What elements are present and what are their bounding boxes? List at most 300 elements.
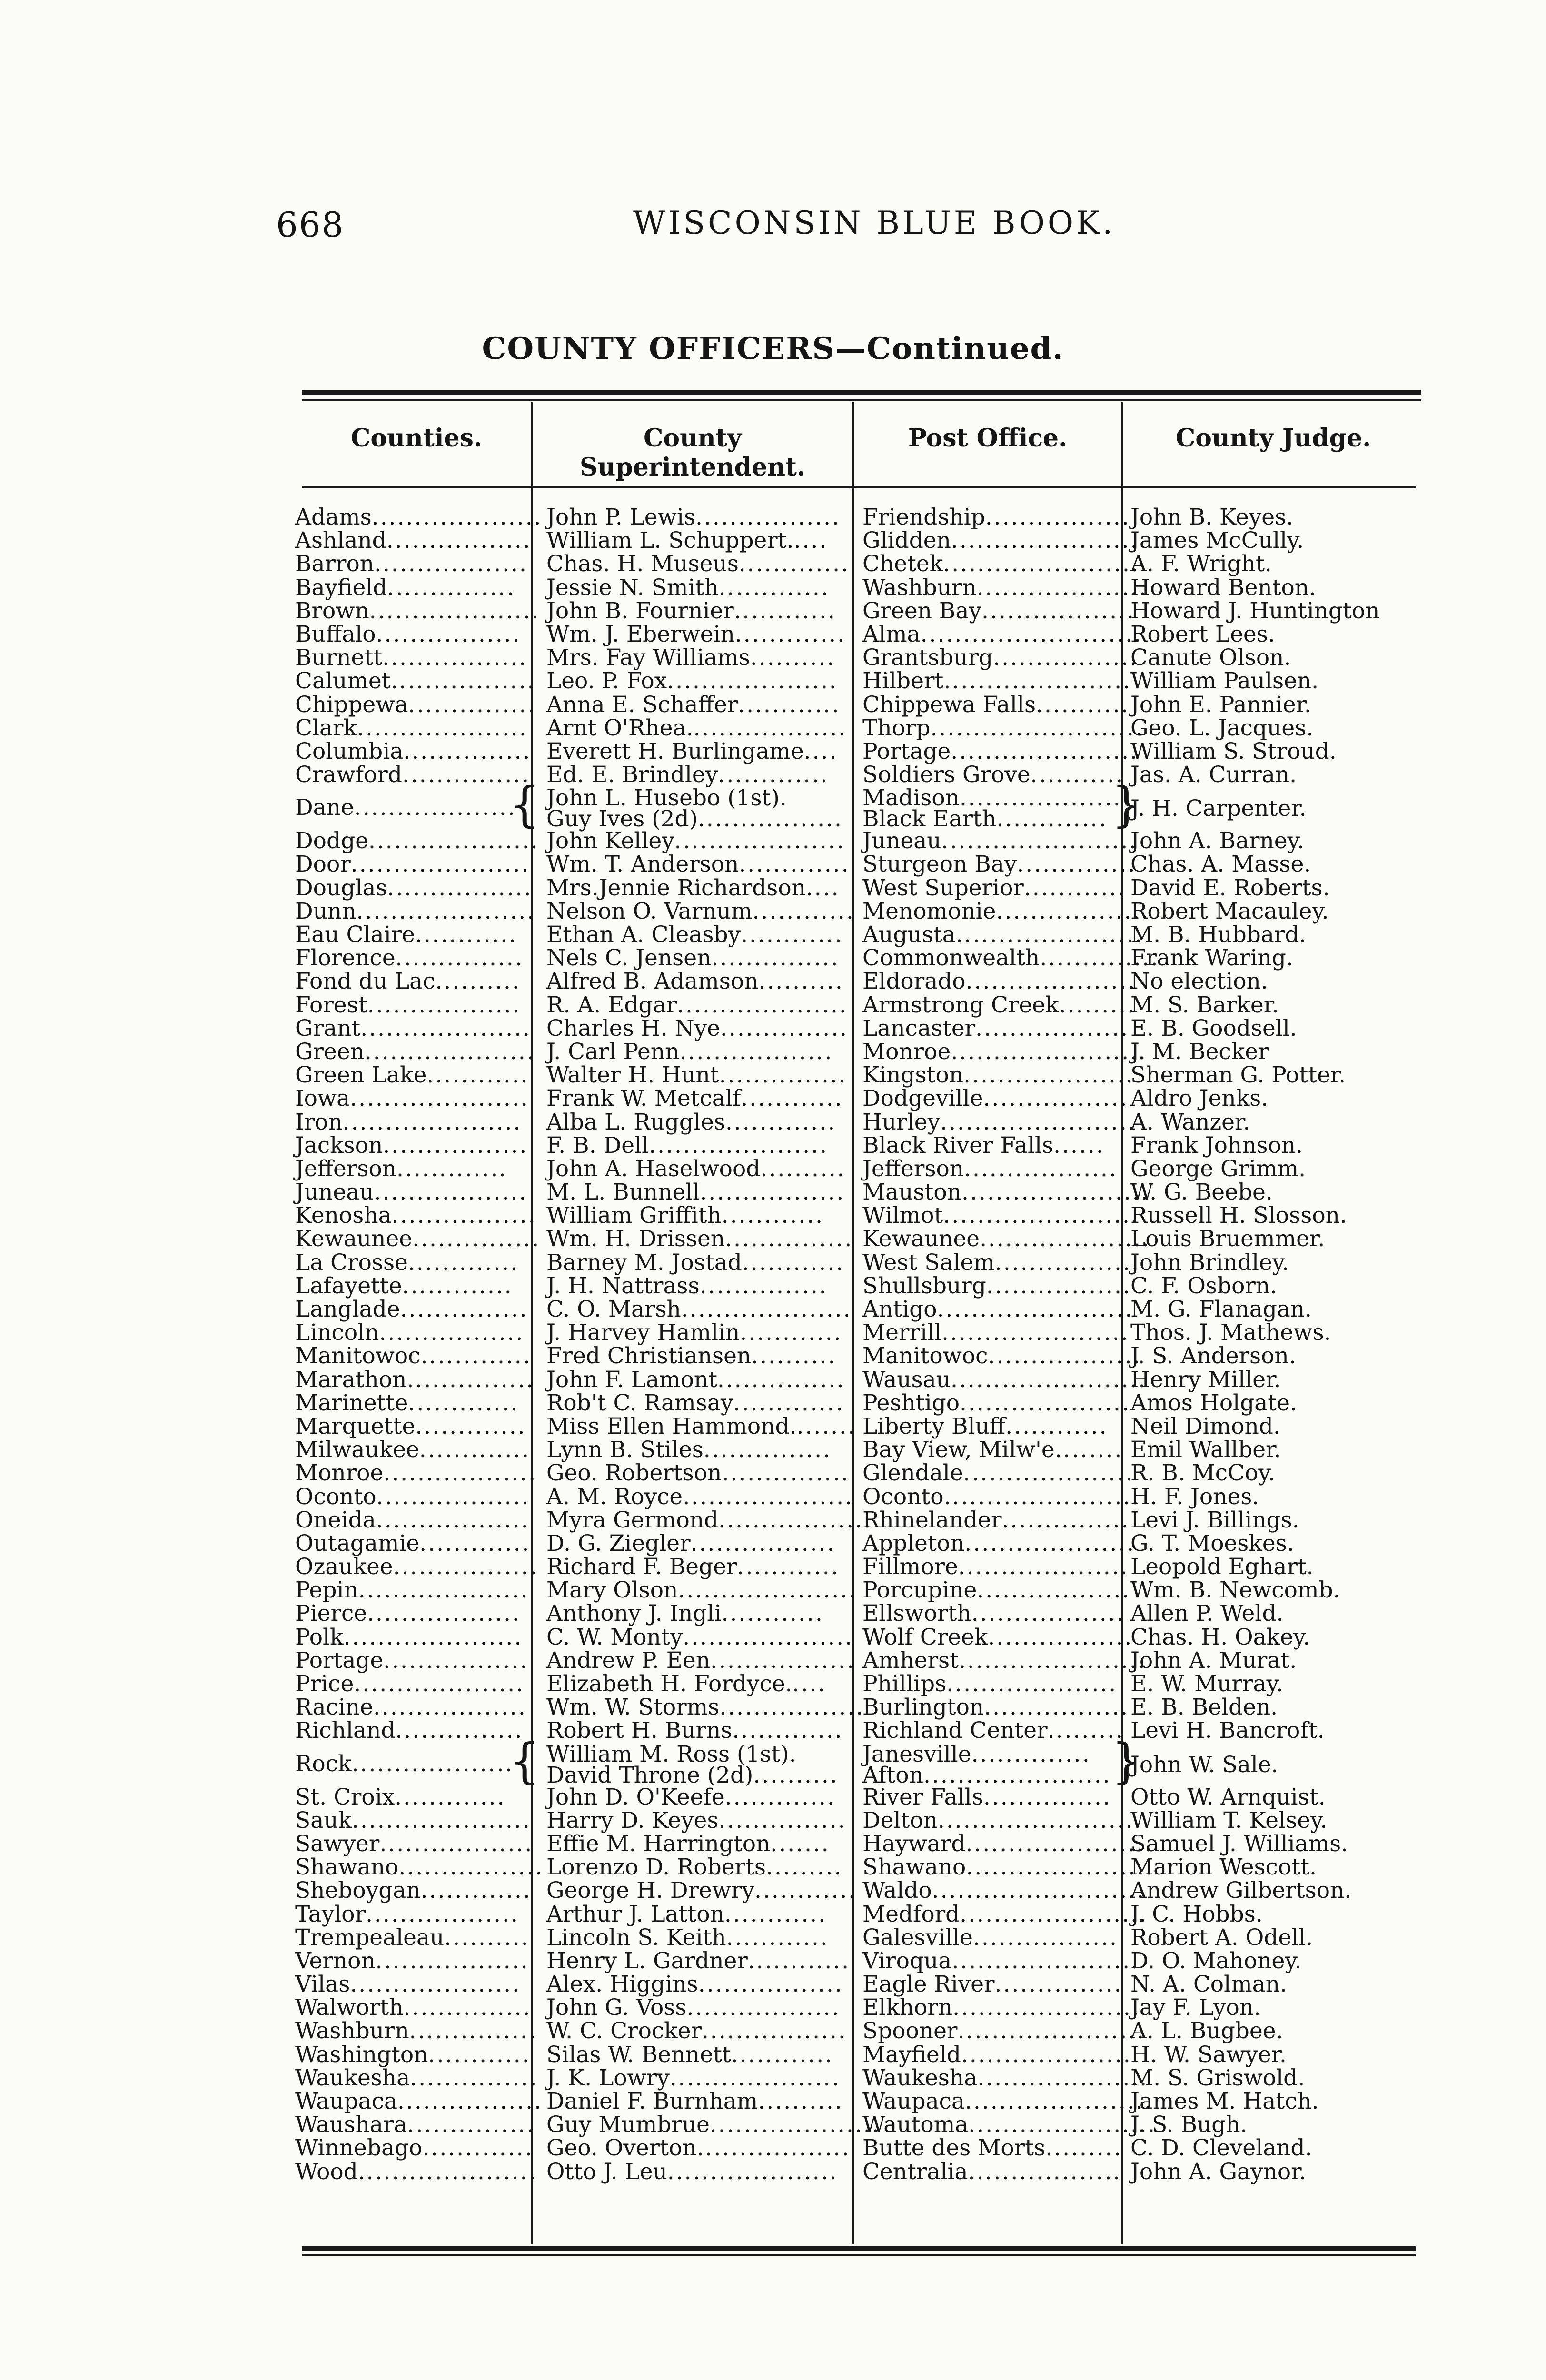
superintendent-name-text: F. B. Dell [546,1132,649,1159]
superintendent-name [546,828,845,854]
dot-leader: ............... [1001,1507,1130,1533]
post-office-name [862,1973,1129,1996]
county-name [295,551,528,577]
judge-name [1130,1461,1440,1485]
post-office-name [862,1719,1129,1742]
county-name [295,714,528,741]
county-name-text: Wood [295,2158,358,2185]
superintendent-name [546,1483,854,1510]
post-office-name-text: Wausau [862,1366,951,1393]
dot-leader: ............. [724,1784,836,1810]
superintendent-name [546,1624,854,1650]
superintendent-name-text: Nelson O. Varnum [546,898,753,924]
dot-leader: ............. [422,2135,534,2162]
judge-name-text: Robert Lees. [1130,621,1275,647]
judge-name [1130,993,1440,1017]
judge-name [1130,1134,1440,1157]
judge-name [1130,1017,1440,1040]
judge-name-text: Leopold Eghart. [1130,1554,1314,1580]
dot-leader: ............ [428,2041,531,2068]
dot-leader: .......... [753,1762,839,1788]
superintendent-name-text: J. Carl Penn [546,1038,680,1065]
dot-leader: .................... [360,1015,532,1041]
county-name-text: Iron [295,1109,343,1135]
judge-name-text: H. F. Jones. [1130,1483,1259,1510]
superintendent-name-text: Andrew P. Een [546,1647,711,1674]
running-title: WISCONSIN BLUE BOOK. [633,205,1116,241]
dot-leader: ..................... [678,1577,858,1604]
county-name [295,1530,531,1557]
post-office-name-text: Menomonie [862,898,996,924]
post-office-name-text: Kingston [862,1062,964,1089]
dot-leader: ............ [1005,1413,1108,1439]
judge-name [1130,1855,1440,1879]
superintendent-name-text: Wm. H. Drissen [546,1226,725,1252]
county-name-text: Jackson [295,1132,383,1159]
dot-leader: ............. [408,1389,519,1416]
dot-leader: ....... [796,1413,857,1439]
superintendent-name [546,1438,837,1461]
judge-name [1130,1321,1440,1344]
county-name [295,1179,528,1206]
dot-leader: .................... [976,574,1148,601]
superintendent-name-text: John B. Fournier [546,597,734,624]
judge-name-text: George Grimm. [1130,1155,1306,1182]
judge-name-text: William T. Kelsey. [1130,1807,1328,1834]
post-office-name [862,1877,1146,1904]
dot-leader: ............. [996,806,1108,833]
superintendent-name [546,1507,872,1533]
county-name [295,1672,524,1696]
dot-leader: ....................... [941,828,1138,854]
superintendent-name-text: Barney M. Jostad [546,1249,742,1276]
post-office-name [862,1202,1140,1229]
post-office-name-text: Eldorado [862,968,966,995]
county-name-text: Iowa [295,1085,350,1112]
post-office-name [862,2160,1129,2183]
post-office-name [862,1249,1140,1276]
county-name [295,1719,524,1742]
dot-leader: .... [792,1671,827,1697]
county-name-text: Dane [295,794,354,821]
superintendent-name [546,576,837,599]
dot-leader: ............ [724,1901,827,1927]
judge-name [1130,1438,1440,1461]
superintendent-name [546,1764,837,1787]
dot-leader: ................. [393,1554,538,1580]
county-name [295,1830,534,1857]
county-name-text: Richland [295,1717,396,1744]
superintendent-name [546,1460,850,1487]
page-number: 668 [276,205,345,245]
dot-leader: .............. [971,1741,1091,1767]
judge-name-text: Sherman G. Potter. [1130,1062,1346,1089]
dot-leader: ..................... [350,1085,529,1112]
county-name [295,1626,524,1649]
dot-leader: ............. [395,1784,506,1810]
judge-name-text: J. S. Bugh. [1130,2112,1248,2138]
superintendent-name-text: Anthony J. Ingli [546,1600,722,1627]
dot-leader: ................. [391,1202,537,1229]
dot-leader: .... [793,527,828,554]
post-office-name [862,2064,1149,2091]
dot-leader: ...................... [955,922,1144,948]
dot-leader: ................. [719,1694,865,1721]
superintendent-name [546,2064,841,2091]
county-name [295,597,540,624]
judge-name-text: Howard J. Huntington [1130,597,1380,624]
county-name-text: Langlade [295,1296,400,1322]
dot-leader: ............ [737,1554,840,1580]
dot-leader: .................... [669,2064,841,2091]
county-name-text: Washburn [295,2018,409,2044]
county-name-text: Sawyer [295,1830,380,1857]
judge-name-text: John A. Gaynor. [1130,2158,1307,2185]
dot-leader: ...................... [966,1854,1154,1881]
superintendent-name-text: Wm. J. Eberwein [546,621,735,647]
dot-leader: ............ [752,898,855,924]
dot-leader: ................. [985,504,1130,530]
superintendent-name [546,1226,853,1252]
county-name-text: Forest [295,992,367,1018]
post-office-name [862,1415,1129,1438]
judge-name-text: Wm. B. Newcomb. [1130,1577,1340,1604]
dot-leader: ............. [734,621,846,647]
superintendent-name [546,1947,851,1974]
dot-leader: ......... [766,1854,843,1881]
dot-leader: .................. [968,2158,1122,2185]
post-office-name [862,669,1129,693]
post-office-name-text: Black Earth [862,806,997,833]
dot-leader: .................... [667,2158,838,2185]
post-office-name-text: Green Bay [862,597,981,624]
dot-leader: ............... [410,2064,538,2091]
county-name [295,1973,524,1996]
superintendent-name [546,2088,843,2114]
dot-leader: .................... [369,597,540,624]
superintendent-name-text: Alex. Higgins [546,1971,698,1998]
county-name [295,828,539,854]
dot-leader: ....................... [937,1296,1134,1322]
judge-name-text: G. T. Moeskes. [1130,1530,1294,1557]
judge-name-text: Emil Wallber. [1130,1437,1281,1463]
superintendent-name [546,1040,837,1063]
post-office-name [862,2136,1129,2160]
dot-leader: ................. [710,1647,856,1674]
post-office-name [862,1274,1129,1298]
post-office-name [862,645,1139,671]
dot-leader: ...... [1053,1132,1105,1159]
superintendent-name [546,1694,865,1721]
county-name [295,668,536,694]
superintendent-name-text: William L. Schuppert. [546,527,794,554]
county-name-text: Pierce [295,1600,367,1627]
county-name-text: Sauk [295,1807,352,1834]
dot-leader: .................... [683,1483,854,1510]
post-office-name [862,1483,1140,1510]
judge-name [1130,1672,1440,1696]
post-office-name [862,2112,1156,2138]
post-office-name-text: Grantsburg [862,645,993,671]
dot-leader: ..................... [351,1807,531,1834]
superintendent-name [546,1179,845,1206]
dot-leader: ................. [387,874,533,901]
dot-leader: .................... [977,2064,1149,2091]
post-office-name [862,2018,1146,2044]
county-name [295,527,532,554]
judge-name-text: Andrew Gilbertson. [1130,1877,1352,1904]
dot-leader: ................. [994,1249,1140,1276]
county-name [295,2135,534,2162]
county-name [295,1202,537,1229]
post-office-name-text: Elkhorn [862,1994,953,2021]
county-name-text: Dunn [295,898,357,924]
superintendent-name [546,599,837,623]
judge-name-text: E. B. Belden. [1130,1694,1278,1721]
judge-name [1130,1879,1440,1902]
superintendent-name-text: Guy Ives (2d) [546,806,698,833]
superintendent-name-text: John L. Husebo (1st). [546,785,787,812]
dot-leader: ............. [407,1249,519,1276]
superintendent-name-text: Lorenzo D. Roberts [546,1854,766,1881]
judge-name-text: J. H. Carpenter. [1130,795,1307,822]
county-name [295,1321,524,1344]
dot-leader: ............ [741,1085,843,1112]
county-name-text: La Crosse [295,1249,408,1276]
dot-leader: .................. [379,1830,534,1857]
superintendent-name-text: George H. Drewry [546,1877,755,1904]
superintendent-name [546,740,837,763]
county-name-text: Kewaunee [295,1226,413,1252]
top-rule-thick [302,390,1421,395]
dot-leader: ............. [733,1389,844,1416]
dot-leader: ............... [718,1807,847,1834]
dot-leader: ................. [973,1924,1118,1951]
superintendent-name [546,945,840,972]
dot-leader: ............... [699,1272,828,1299]
post-office-name [862,1647,1147,1674]
post-office-name-text: Wautoma [862,2112,969,2138]
superintendent-name [546,1877,857,1904]
dot-leader: ...................... [952,1994,1140,2021]
post-office-name-text: Eagle River [862,1971,995,1998]
post-office-name [862,1555,1129,1578]
superintendent-name-text: J. H. Nattrass [546,1272,700,1299]
judge-name-text: Frank Johnson. [1130,1132,1303,1159]
county-name-text: Rock [295,1750,352,1777]
brace: { [509,1733,540,1789]
dot-leader: ............ [740,1319,842,1346]
dot-leader: .................... [960,1389,1130,1416]
judge-name [1130,1949,1440,1973]
county-name-text: Green [295,1038,365,1065]
post-office-name-text: West Superior [862,874,1024,901]
superintendent-name-text: A. M. Royce [546,1483,683,1510]
post-office-name-text: Armstrong Creek [862,992,1059,1018]
post-office-name-text: Butte des Morts [862,2135,1046,2162]
superintendent-name-text: Leo. P. Fox [546,668,667,694]
judge-name [1130,576,1440,599]
dot-leader: ....................... [937,1807,1134,1834]
dot-leader: .... [805,874,840,901]
superintendent-name-text: J. Harvey Hamlin [546,1319,740,1346]
county-name-text: Fond du Lac [295,968,436,995]
dot-leader: ............... [387,574,515,601]
judge-name-text: Chas. H. Oakey. [1130,1624,1310,1650]
superintendent-name-text: Henry L. Gardner [546,1947,748,1974]
superintendent-name-text: Arthur J. Latton [546,1901,724,1927]
superintendent-name [546,1785,837,1809]
dot-leader: ......................... [932,1877,1146,1904]
post-office-name-text: Richland Center [862,1717,1048,1744]
county-name-text: Walworth [295,1994,404,2021]
judge-name-text: No election. [1130,968,1268,995]
judge-name [1130,829,1440,853]
county-name-text: Outagamie [295,1530,420,1557]
post-office-name [862,968,1137,995]
superintendent-name-text: D. G. Ziegler [546,1530,691,1557]
dot-leader: ................. [379,1319,525,1346]
dot-leader: .......... [760,1155,846,1182]
superintendent-name-text: Wm. W. Storms [546,1694,720,1721]
dot-leader: ....................... [940,1109,1137,1135]
judge-name-text: Otto W. Arnquist. [1130,1784,1326,1810]
post-office-name-text: Thorp [862,714,931,741]
post-office-name-text: Augusta [862,922,956,948]
post-office-name-text: Appleton [862,1530,965,1557]
judge-name-text: Howard Benton. [1130,574,1317,601]
superintendent-name-text: Effie M. Harrington [546,1830,771,1857]
brace: { [509,777,540,833]
dot-leader: ...................... [951,1947,1140,1974]
county-name [295,1785,524,1809]
judge-name-text: W. G. Beebe. [1130,1179,1273,1206]
dot-leader: ............... [994,1971,1123,1998]
judge-name-text: Russell H. Slosson. [1130,1202,1347,1229]
post-office-name [862,1038,1147,1065]
judge-name-text: Robert Macauley. [1130,898,1329,924]
county-name [295,1483,530,1510]
judge-name [1130,1180,1440,1204]
post-office-name-text: Manitowoc [862,1343,988,1369]
judge-name [1130,1649,1440,1672]
county-name-text: Barron [295,551,375,577]
post-office-name [862,1947,1140,1974]
dot-leader: ............... [722,1460,850,1487]
dot-leader: .... [803,738,838,764]
post-office-name-text: Soldiers Grove [862,762,1031,788]
dot-leader: .................... [961,2041,1132,2068]
dot-leader: ............... [402,762,531,788]
judge-name [1130,669,1440,693]
judge-name-text: Jay F. Lyon. [1130,1994,1261,2021]
dot-leader: .......... [435,968,521,995]
county-name [295,1111,524,1134]
dot-leader: ............... [720,1015,849,1041]
dot-leader: .................. [374,1179,528,1206]
dot-leader: .................. [971,1600,1125,1627]
dot-leader: .................... [667,668,838,694]
county-name [295,2041,531,2068]
post-office-name [862,1807,1134,1834]
post-office-name-text: Centralia [862,2158,968,2185]
judge-name-text: N. A. Colman. [1130,1971,1287,1998]
post-office-name [862,1157,1129,1180]
dot-leader: .................... [357,714,528,741]
county-name-text: Lafayette [295,1272,402,1299]
superintendent-name-text: Richard F. Beger [546,1554,737,1580]
dot-leader: .................. [366,1901,519,1927]
superintendent-name [546,2135,851,2162]
dot-leader: ................. [383,1132,528,1159]
county-name-text: Marinette [295,1389,408,1416]
county-name [295,2018,537,2044]
dot-leader: .................... [354,1671,525,1697]
county-name-text: Taylor [295,1901,366,1927]
judge-name-text: H. W. Sawyer. [1130,2041,1287,2068]
judge-name [1130,1204,1440,1227]
superintendent-name [546,2160,837,2183]
dot-leader: ................. [700,1179,845,1206]
county-name-text: Buffalo [295,621,376,647]
dot-leader: ................. [986,1272,1131,1299]
post-office-name-text: Burlington [862,1694,984,1721]
superintendent-name-text: Silas W. Bennett [546,2041,731,2068]
dot-leader: .................... [677,992,848,1018]
post-office-name [862,1672,1129,1696]
judge-name-text: Levi H. Bancroft. [1130,1717,1325,1744]
judge-name [1130,1111,1440,1134]
dot-leader: .................. [376,1483,530,1510]
superintendent-name-text: Fred Christiansen [546,1343,752,1369]
dot-leader: ............... [703,1437,832,1463]
post-office-name [862,621,1143,647]
judge-name [1130,2019,1440,2043]
post-office-name-text: Sturgeon Bay [862,851,1017,878]
dot-leader: ................. [376,621,521,647]
dot-leader: .................... [350,1971,521,1998]
dot-leader: .................. [374,551,528,577]
dot-leader: ............. [718,574,830,601]
dot-leader: ...................... [960,1901,1148,1927]
post-office-name [862,738,1139,764]
dot-leader: ......... [1059,992,1136,1018]
judge-name-text: R. B. McCoy. [1130,1460,1275,1487]
county-name-text: Grant [295,1015,361,1041]
post-office-name-text: Oconto [862,1483,944,1510]
dot-leader: ............... [725,1226,853,1252]
dot-leader: ............. [419,1530,531,1557]
dot-leader: .................... [358,1577,529,1604]
post-office-name [862,551,1140,577]
dot-leader: ....................... [951,1038,1147,1065]
post-office-name [862,1366,1147,1393]
judge-name [1130,1508,1440,1532]
judge-name-text: Marion Wescott. [1130,1854,1317,1881]
dot-leader: ........... [1030,762,1125,788]
superintendent-name [546,992,848,1018]
dot-leader: ................. [382,645,528,671]
post-office-name [862,597,1135,624]
judge-name [1130,853,1440,876]
dot-leader: .................... [368,828,539,854]
judge-name [1130,1415,1440,1438]
dot-leader: ............ [741,922,843,948]
dot-leader: ............. [402,1272,513,1299]
post-office-name-text: Antigo [862,1296,937,1322]
judge-name-text: Thos. J. Mathews. [1130,1319,1331,1346]
dot-leader: ................. [397,2088,543,2114]
